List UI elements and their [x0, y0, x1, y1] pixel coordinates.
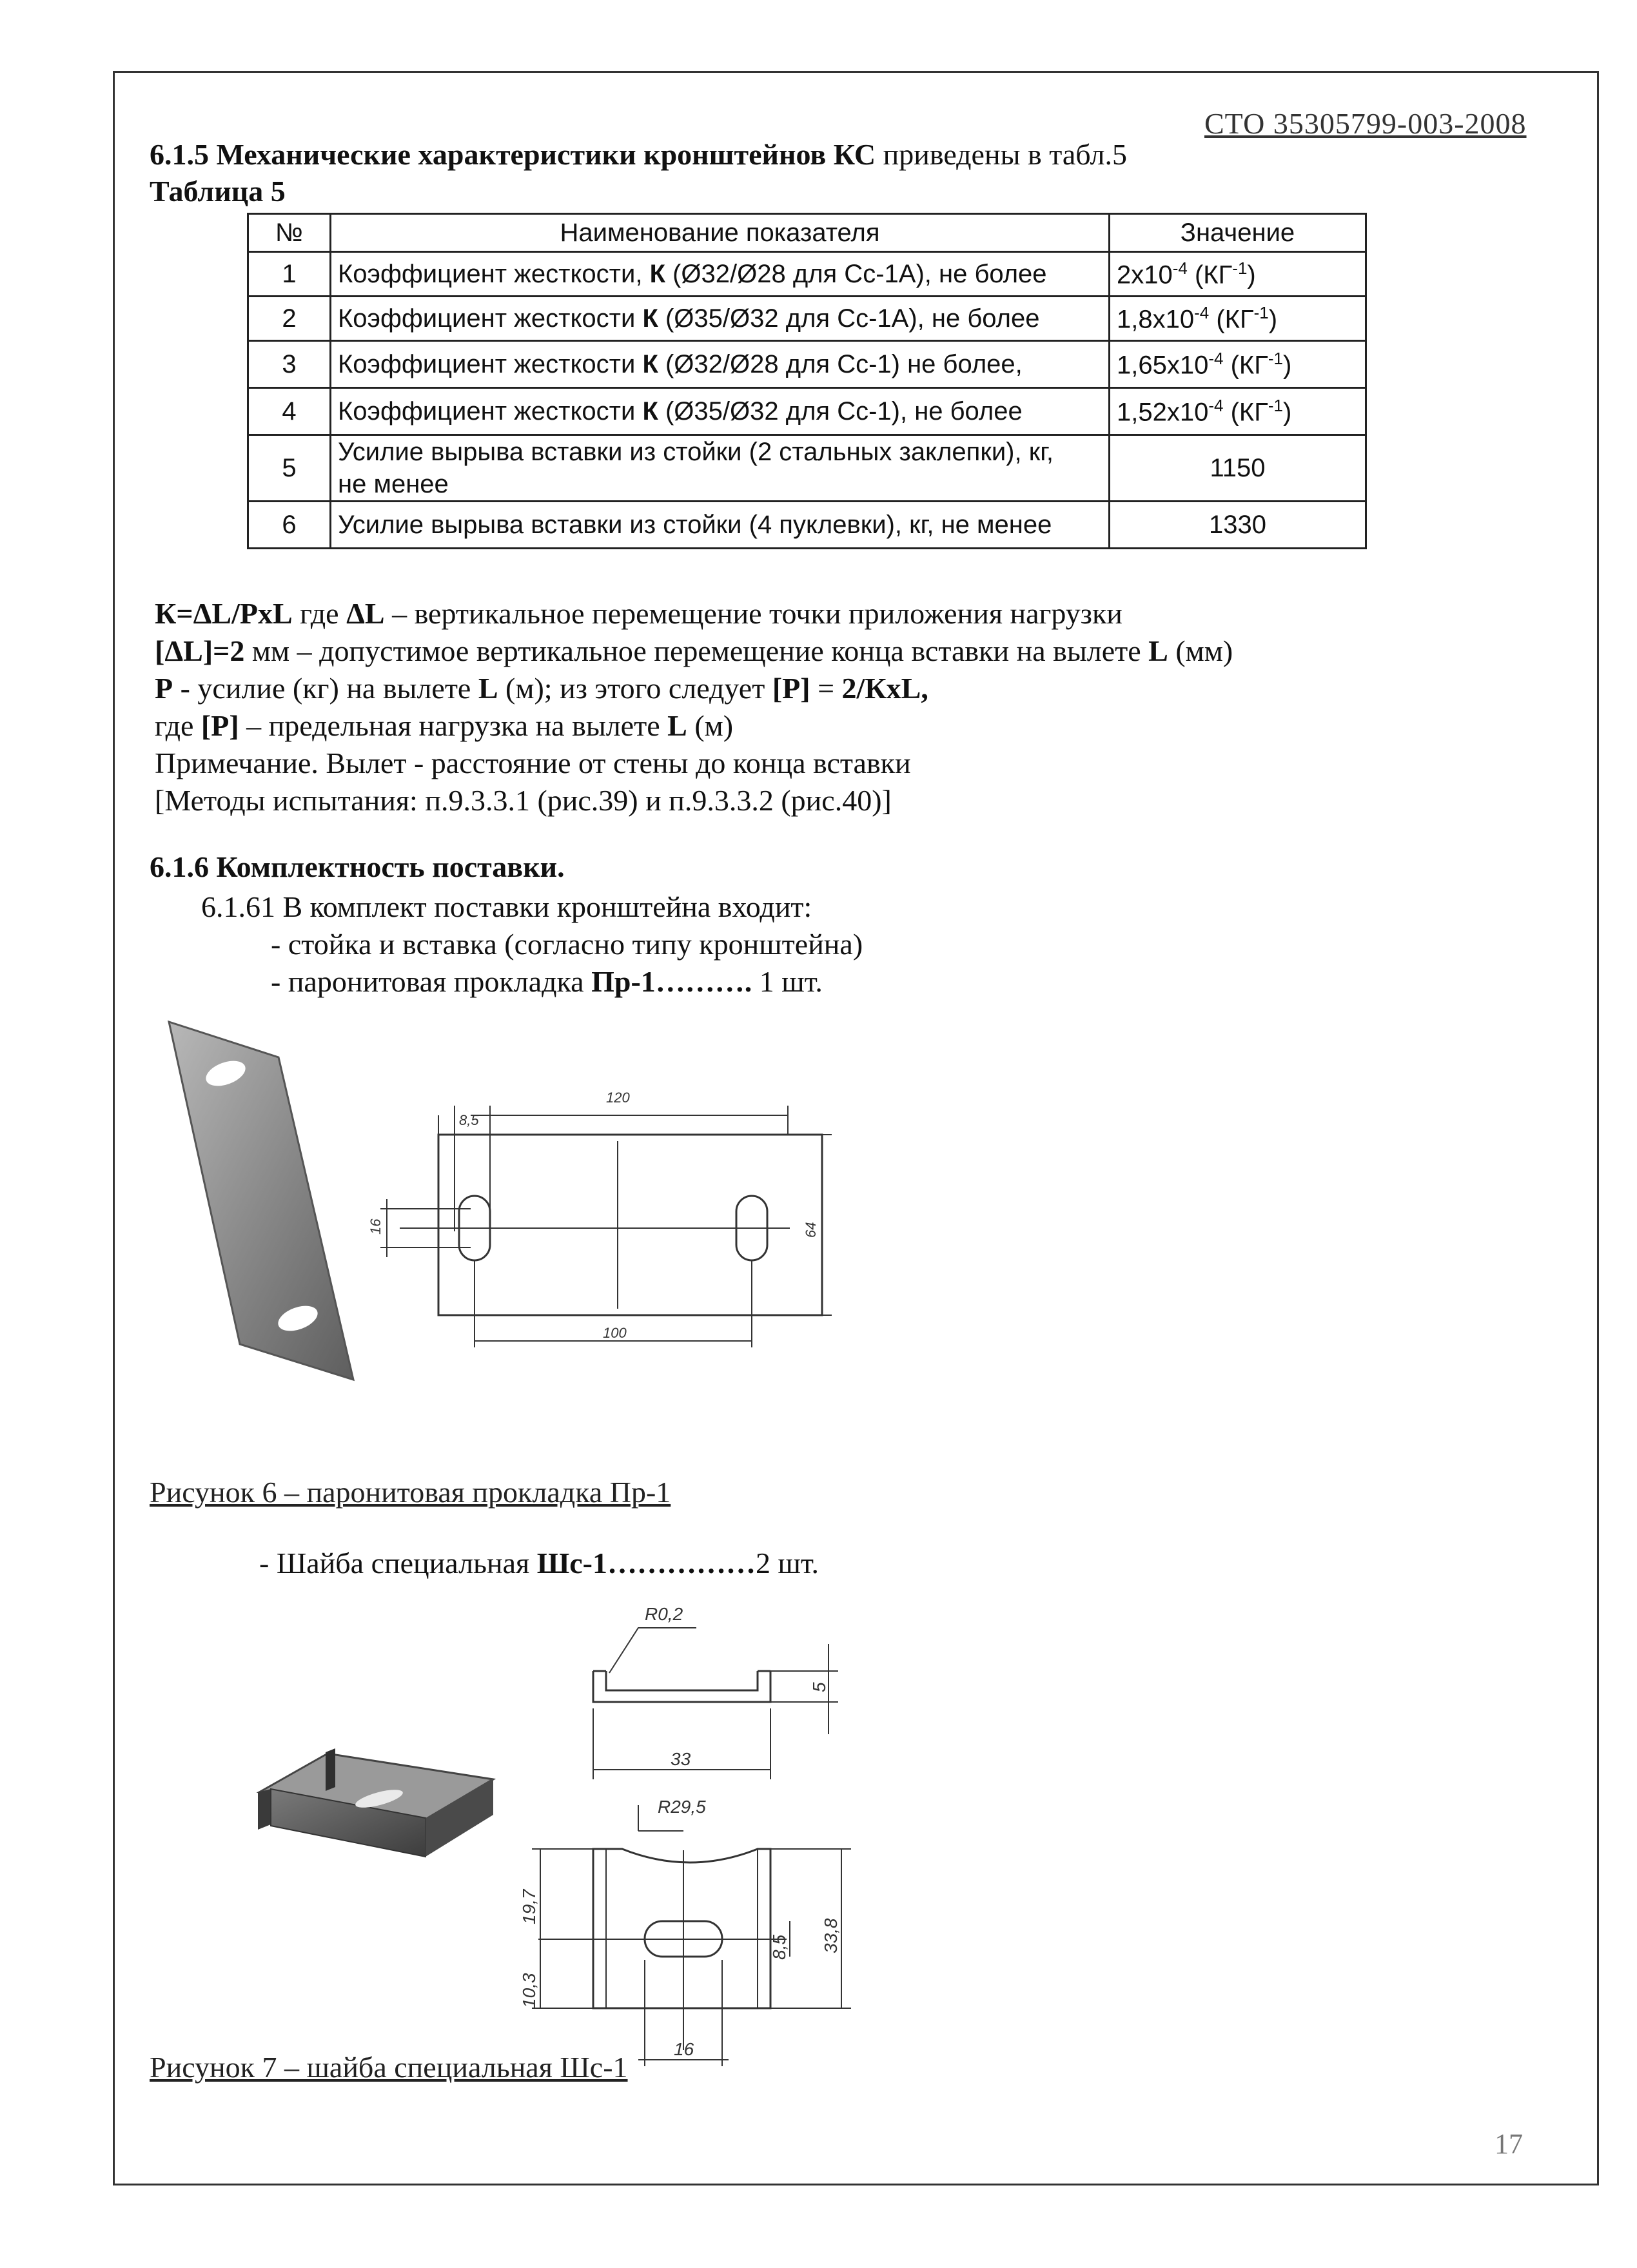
row-number: 3 [248, 341, 331, 388]
dim-height: 64 [803, 1222, 819, 1238]
row-name: Усилие вырыва вставки из стойки (2 стальных заклепки), кг, не менее [331, 435, 1110, 502]
test-methods-line: [Методы испытания: п.9.3.3.1 (рис.39) и п.9.3.3.2 (рис.40)] [155, 784, 892, 817]
completeness-title: 6.1.6 Комплектность поставки. [150, 850, 565, 883]
figure-6-caption: Рисунок 6 – паронитовая прокладка Пр-1 [150, 1476, 671, 1509]
dim-upper-height: 19,7 [519, 1889, 539, 1924]
dim-slot-height: 8,5 [769, 1935, 789, 1960]
dim-length: 120 [606, 1090, 630, 1106]
note-line: Примечание. Вылет - расстояние от стены до конца вставки [155, 747, 911, 779]
washer-profile-drawing [593, 1628, 838, 1779]
row-number: 4 [248, 388, 331, 435]
table-caption: Таблица 5 [150, 175, 286, 208]
washer-3d-image [258, 1748, 493, 1857]
formula-line: где [Р] – предельная нагрузка на вылете L (м) [155, 709, 734, 742]
dim-total-height: 33,8 [821, 1918, 841, 1953]
dim-hole-centers: 100 [603, 1325, 627, 1341]
row-value: 1150 [1110, 435, 1366, 502]
dim-width: 33 [671, 1749, 691, 1769]
header-name: Наименование показателя [331, 214, 1110, 252]
row-name: Коэффициент жесткости К (Ø35/Ø32 для Сс-1), не более [331, 388, 1110, 435]
row-name: Коэффициент жесткости К (Ø35/Ø32 для Сс-1А), не более [331, 297, 1110, 341]
row-value: $2х10^{-4}$ $(КГ^{-1})$ [1110, 252, 1366, 297]
completeness-item: - паронитовая прокладка Пр-1………. 1 шт. [271, 965, 823, 998]
row-name: Коэффициент жесткости К (Ø32/Ø28 для Сс-1) не более, [331, 341, 1110, 388]
dim-hole-height: 16 [368, 1218, 384, 1235]
gasket-3d-image [169, 1022, 353, 1380]
dim-radius-small: R0,2 [645, 1604, 683, 1624]
row-value: $1,65х10^{-4}$ $(КГ^{-1})$ [1110, 341, 1366, 388]
formula-line: К=ΔL/РхL где ΔL – вертикальное перемещение точки приложения нагрузки [155, 597, 1122, 630]
row-number: 6 [248, 502, 331, 549]
dim-radius-large: R29,5 [658, 1797, 706, 1817]
row-name: Коэффициент жесткости, К (Ø32/Ø28 для Сс-1А), не более [331, 252, 1110, 297]
document-code: СТО 35305799-003-2008 [1204, 107, 1527, 140]
dim-lower-height: 10,3 [519, 1973, 539, 2008]
figure-7-caption: Рисунок 7 – шайба специальная Шс-1 [150, 2051, 628, 2084]
section-title: 6.1.5 Механические характеристики кронштейнов КС приведены в табл.5 [150, 138, 1128, 171]
row-number: 5 [248, 435, 331, 502]
page-number: 17 [1495, 2128, 1523, 2160]
row-number: 2 [248, 297, 331, 341]
row-value: $1,8х10^{-4}$ $(КГ^{-1})$ [1110, 297, 1366, 341]
header-number: № [248, 214, 331, 252]
formula-line: [ΔL]=2 мм – допустимое вертикальное перемещение конца вставки на вылете L (мм) [155, 634, 1233, 667]
row-number: 1 [248, 252, 331, 297]
row-name: Усилие вырыва вставки из стойки (4 пуклевки), кг, не менее [331, 502, 1110, 549]
row-value: $1,52х10^{-4}$ $(КГ^{-1})$ [1110, 388, 1366, 435]
header-value: Значение [1110, 214, 1366, 252]
completeness-item: - стойка и вставка (согласно типу кронштейна) [271, 928, 863, 961]
gasket-drawing [380, 1106, 832, 1347]
completeness-intro: 6.1.61 В комплект поставки кронштейна входит: [201, 890, 812, 923]
washer-item: - Шайба специальная Шс-1……………2 шт. [259, 1547, 819, 1579]
washer-plan-drawing [532, 1805, 851, 2066]
dim-flange: 5 [809, 1682, 829, 1692]
dim-slot-width: 8,5 [459, 1112, 479, 1128]
dim-slot-width: 16 [674, 2039, 694, 2059]
formula-line: Р - усилие (кг) на вылете L (м); из этого следует [Р] = 2/КхL, [155, 672, 928, 705]
row-value: 1330 [1110, 502, 1366, 549]
